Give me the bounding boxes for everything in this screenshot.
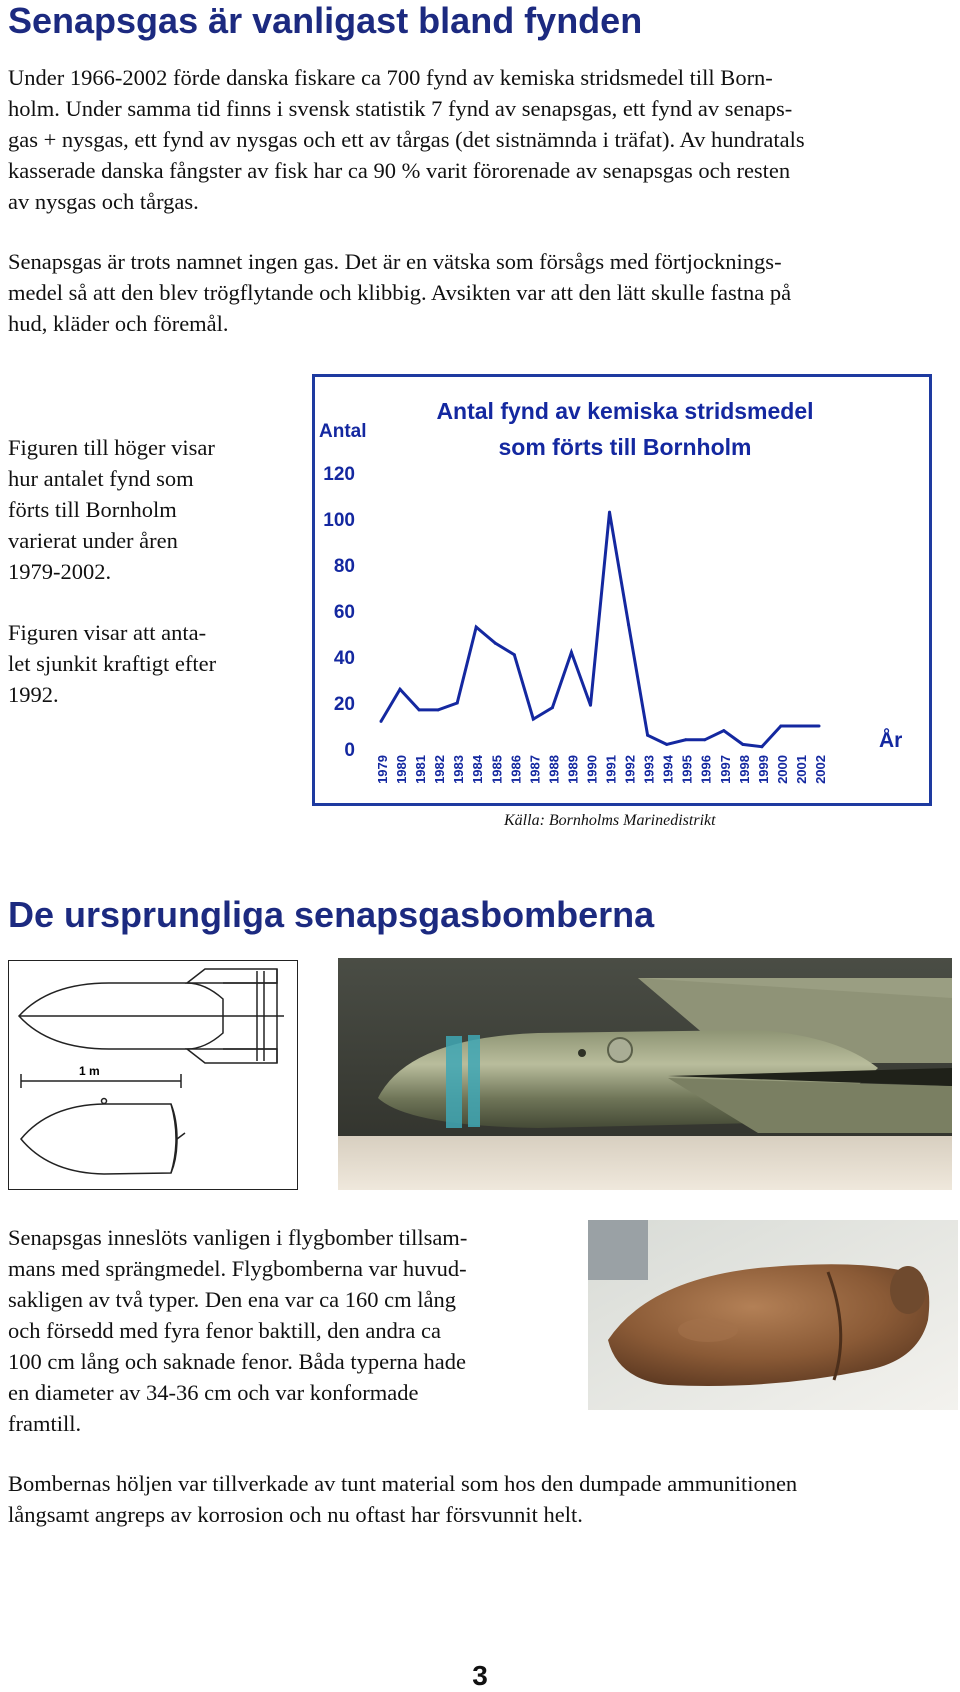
text-line: Senapsgas inneslöts vanligen i flygbomber tillsam- xyxy=(8,1225,468,1250)
y-tick-label: 100 xyxy=(323,510,355,531)
x-tick-label: 1996 xyxy=(698,755,714,784)
text-line: holm. Under samma tid finns i svensk statistik 7 fynd av senapsgas, ett fynd av senaps- xyxy=(8,96,793,121)
x-tick-label: 1997 xyxy=(717,755,733,784)
text-line: hud, kläder och föremål. xyxy=(8,311,229,336)
chart-title-line: Antal fynd av kemiska stridsmedel xyxy=(436,398,814,424)
bomb-diagram xyxy=(8,960,298,1190)
corroded-bomb-photo xyxy=(588,1220,958,1410)
intro-paragraph xyxy=(8,62,805,217)
data-point xyxy=(818,725,821,728)
x-tick-label: 1980 xyxy=(394,755,410,784)
x-tick-label: 1985 xyxy=(489,755,505,784)
scale-bar xyxy=(21,1074,181,1088)
chart-source-caption: Källa: Bornholms Marinedistrikt xyxy=(504,812,716,829)
x-axis-label: År xyxy=(879,729,903,752)
y-tick-label: 120 xyxy=(323,464,355,485)
x-tick-label: 1995 xyxy=(679,755,695,784)
x-tick-label: 1993 xyxy=(641,755,657,784)
data-point xyxy=(399,688,402,691)
text-line: av nysgas och tårgas. xyxy=(8,189,199,214)
x-tick-label: 1991 xyxy=(603,755,619,784)
text-line: 1992. xyxy=(8,682,59,707)
chart-title-line: som förts till Bornholm xyxy=(498,434,752,460)
finds-chart xyxy=(312,374,932,806)
y-tick-label: 0 xyxy=(344,740,355,761)
data-point xyxy=(608,511,611,514)
page-number: 3 xyxy=(472,1660,488,1691)
data-point xyxy=(665,743,668,746)
text-line: sakligen av två typer. Den ena var ca 160 cm lång xyxy=(8,1287,456,1312)
casing-paragraph xyxy=(8,1468,797,1530)
x-tick-label: 1981 xyxy=(413,755,429,784)
x-tick-label: 1999 xyxy=(755,755,771,784)
x-tick-label: 1983 xyxy=(451,755,467,784)
data-point xyxy=(722,729,725,732)
text-line: 100 cm lång och saknade fenor. Båda typerna hade xyxy=(8,1349,466,1374)
data-point xyxy=(456,702,459,705)
x-tick-label: 1992 xyxy=(622,755,638,784)
data-point xyxy=(475,626,478,629)
data-point xyxy=(741,743,744,746)
x-tick-label: 1990 xyxy=(584,755,600,784)
text-line: förts till Bornholm xyxy=(8,497,177,522)
data-point xyxy=(703,738,706,741)
finless-bomb-outline xyxy=(21,1099,185,1175)
x-tick-label: 2001 xyxy=(793,755,809,784)
section-title-2: De ursprungliga senapsgasbomberna xyxy=(8,894,655,935)
text-line: och försedd med fyra fenor baktill, den andra ca xyxy=(8,1318,441,1343)
text-line: Bombernas höljen var tillverkade av tunt material som hos den dumpade ammunitionen xyxy=(8,1471,798,1496)
text-line: medel så att den blev trögflytande och klibbig. Avsikten var att den lätt skulle fastna på xyxy=(8,280,792,305)
text-line: kasserade danska fångster av fisk har ca 90 % varit förorenade av senapsgas och resten xyxy=(8,158,791,183)
x-tick-label: 1979 xyxy=(375,755,390,784)
data-point xyxy=(437,708,440,711)
data-point xyxy=(627,623,630,626)
text-line: let sjunkit kraftigt efter xyxy=(8,651,217,676)
text-line: varierat under åren xyxy=(8,528,178,553)
text-line: Under 1966-2002 förde danska fiskare ca 700 fynd av kemiska stridsmedel till Born- xyxy=(8,65,773,90)
y-tick-label: 60 xyxy=(333,602,355,623)
text-line: mans med sprängmedel. Flygbomberna var huvud- xyxy=(8,1256,467,1281)
finned-bomb-photo xyxy=(338,958,952,1190)
y-axis-label: Antal xyxy=(319,421,367,442)
x-tick-label: 2000 xyxy=(774,755,790,784)
scale-label: 1 m xyxy=(79,1064,100,1078)
bomb-types-paragraph xyxy=(8,1222,467,1439)
chart-description xyxy=(8,432,215,587)
data-point xyxy=(418,708,421,711)
data-point xyxy=(646,734,649,737)
x-tick-label: 1988 xyxy=(546,755,562,784)
series-line-fynd xyxy=(381,512,819,747)
data-point xyxy=(760,745,763,748)
bomb-diagram-svg xyxy=(9,961,296,1188)
text-line: hur antalet fynd som xyxy=(8,466,194,491)
x-tick-label: 1998 xyxy=(736,755,752,784)
data-point xyxy=(551,706,554,709)
chart-conclusion xyxy=(8,617,216,710)
text-line: Figuren till höger visar xyxy=(8,435,215,460)
section-title-1: Senapsgas är vanligast bland fynden xyxy=(8,0,643,41)
x-tick-label: 1982 xyxy=(432,755,448,784)
x-tick-label: 1984 xyxy=(470,755,486,784)
data-point xyxy=(589,704,592,707)
text-line: framtill. xyxy=(8,1411,82,1436)
senapsgas-paragraph xyxy=(8,246,791,339)
text-line: 1979-2002. xyxy=(8,559,112,584)
text-line: Senapsgas är trots namnet ingen gas. Det är en vätska som försågs med förtjocknings- xyxy=(8,249,782,274)
data-point xyxy=(513,653,516,656)
data-point xyxy=(684,738,687,741)
data-point xyxy=(779,725,782,728)
y-tick-label: 20 xyxy=(333,694,355,715)
x-tick-label: 1987 xyxy=(527,755,543,784)
data-point xyxy=(532,718,535,721)
data-point xyxy=(380,720,383,723)
x-tick-label: 1986 xyxy=(508,755,524,784)
y-tick-label: 80 xyxy=(333,556,355,577)
x-tick-label: 1989 xyxy=(565,755,581,784)
text-line: en diameter av 34-36 cm och var konformade xyxy=(8,1380,419,1405)
finds-chart-svg xyxy=(315,377,929,803)
y-tick-label: 40 xyxy=(333,648,355,669)
text-line: gas + nysgas, ett fynd av nysgas och ett av tårgas (det sistnämnda i träfat). Av hundratals xyxy=(8,127,805,152)
text-line: långsamt angreps av korrosion och nu oftast har försvunnit helt. xyxy=(8,1502,583,1527)
text-line: Figuren visar att anta- xyxy=(8,620,207,645)
finned-bomb-outline xyxy=(19,969,284,1063)
x-tick-label: 2002 xyxy=(813,755,828,784)
x-tick-label: 1994 xyxy=(660,755,676,784)
data-point xyxy=(494,642,497,645)
data-point xyxy=(798,725,801,728)
data-point xyxy=(570,651,573,654)
